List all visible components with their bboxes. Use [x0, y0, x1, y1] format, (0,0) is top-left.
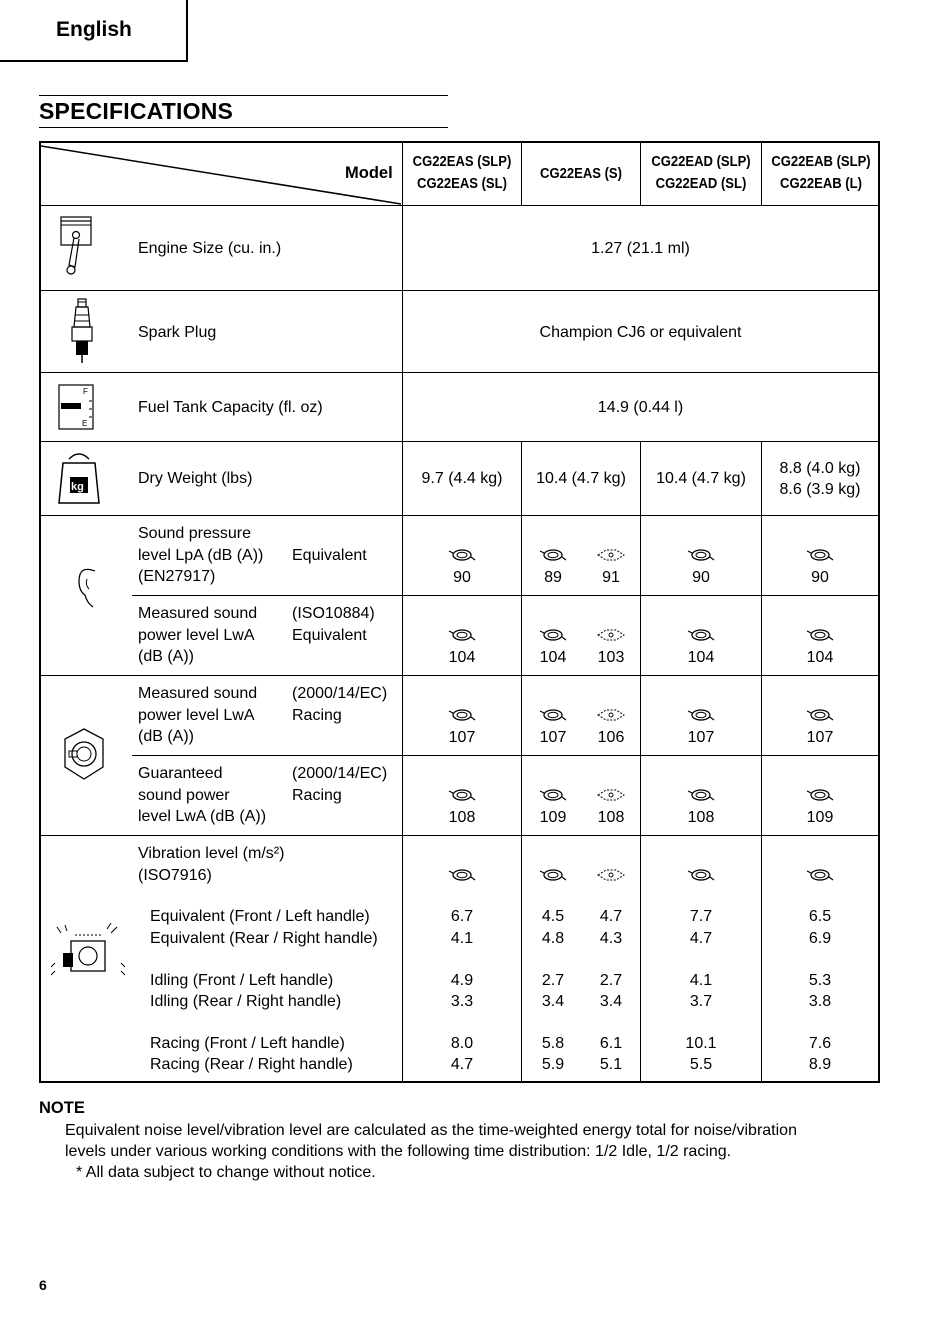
table-value: 3.3	[450, 993, 474, 1010]
fuel-tank-value: 14.9 (0.44 l)	[597, 399, 684, 416]
table-value: 104	[687, 649, 715, 666]
blade-outline-icon	[594, 628, 624, 642]
table-value: 104	[448, 649, 476, 666]
title-rule-bottom	[39, 127, 448, 128]
table-value: 2.7	[599, 972, 623, 989]
sound-pressure-qualifier: Equivalent	[292, 547, 367, 564]
table-value: 90	[811, 569, 829, 586]
title-rule-top	[39, 95, 448, 96]
table-value: 7.7	[689, 908, 713, 925]
dry-weight-col-4: 8.8 (4.0 kg)	[779, 460, 861, 477]
measured-ec-label-2: power level LwA	[138, 707, 255, 724]
table-value: 5.1	[599, 1056, 623, 1073]
cutting-head-icon	[447, 548, 477, 562]
dry-weight-col-3: 10.4 (4.7 kg)	[656, 470, 746, 487]
note-heading: NOTE	[39, 1099, 85, 1117]
vibration-row-label: Equivalent (Rear / Right handle)	[150, 930, 378, 947]
measured-ec-qualifier: Racing	[292, 707, 342, 724]
table-value: 7.6	[808, 1035, 832, 1052]
table-value: 3.8	[808, 993, 832, 1010]
engine-size-label: Engine Size (cu. in.)	[138, 240, 282, 257]
cutting-head-icon	[447, 628, 477, 642]
language-label: English	[56, 18, 132, 41]
table-value: 4.3	[599, 930, 623, 947]
row-divider	[41, 290, 878, 291]
table-value: 91	[602, 569, 620, 586]
vibration-row-label: Equivalent (Front / Left handle)	[150, 908, 370, 925]
model-col-4-line2: CG22EAB (L)	[780, 176, 862, 192]
dry-weight-label: Dry Weight (lbs)	[138, 470, 253, 487]
measured-iso-label-3: (dB (A))	[138, 648, 194, 665]
cutting-head-icon	[805, 628, 835, 642]
guaranteed-label-3: level LwA (dB (A))	[138, 808, 267, 825]
table-value: 109	[806, 809, 834, 826]
table-value: 4.7	[450, 1056, 474, 1073]
vibration-label-1: Vibration level (m/s²)	[138, 845, 285, 862]
blade-outline-icon	[594, 788, 624, 802]
dry-weight-col-2: 10.4 (4.7 kg)	[536, 470, 626, 487]
measured-iso-qualifier: Equivalent	[292, 627, 367, 644]
measured-iso-standard: (ISO10884)	[292, 605, 375, 622]
measured-iso-label-2: power level LwA	[138, 627, 255, 644]
table-value: 107	[539, 729, 567, 746]
table-value: 108	[597, 809, 625, 826]
guaranteed-standard: (2000/14/EC)	[292, 765, 388, 782]
vibration-row-label: Racing (Front / Left handle)	[150, 1035, 345, 1052]
table-value: 90	[453, 569, 471, 586]
row-divider	[41, 675, 878, 676]
vibration-label-2: (ISO7916)	[138, 867, 212, 884]
guaranteed-qualifier: Racing	[292, 787, 342, 804]
table-value: 89	[544, 569, 562, 586]
model-col-1-line2: CG22EAS (SL)	[417, 176, 507, 192]
table-value: 8.9	[808, 1056, 832, 1073]
cutting-head-icon	[686, 868, 716, 882]
table-value: 106	[597, 729, 625, 746]
table-value: 108	[687, 809, 715, 826]
ear-icon	[73, 563, 103, 613]
cutting-head-icon	[447, 788, 477, 802]
blade-outline-icon	[594, 548, 624, 562]
table-value: 8.0	[450, 1035, 474, 1052]
blade-outline-icon	[594, 868, 624, 882]
measured-ec-label-1: Measured sound	[138, 685, 258, 702]
weight-kg-icon	[55, 449, 103, 509]
table-value: 4.7	[599, 908, 623, 925]
row-divider	[132, 755, 878, 756]
table-value: 3.7	[689, 993, 713, 1010]
cutting-head-icon	[686, 788, 716, 802]
svg-text:E: E	[82, 419, 88, 428]
engine-size-value: 1.27 (21.1 ml)	[591, 240, 690, 257]
cutting-head-icon	[447, 868, 477, 882]
cutting-head-icon	[805, 788, 835, 802]
vibration-icon	[51, 923, 127, 987]
row-divider	[41, 372, 878, 373]
note-line-2: levels under various working conditions with the following time distribution: 1/2 Idle, 1/2 racing.	[65, 1143, 732, 1160]
row-divider	[132, 595, 878, 596]
cutting-head-icon	[686, 628, 716, 642]
table-value: 4.5	[541, 908, 565, 925]
dry-weight-col-1: 9.7 (4.4 kg)	[421, 470, 503, 487]
cutting-head-icon	[805, 708, 835, 722]
row-divider	[41, 441, 878, 442]
table-value: 109	[539, 809, 567, 826]
col-divider	[402, 143, 403, 1081]
cutting-head-icon	[686, 708, 716, 722]
table-value: 4.1	[689, 972, 713, 989]
spark-plug-label: Spark Plug	[138, 324, 217, 341]
table-value: 4.9	[450, 972, 474, 989]
svg-text:F: F	[83, 387, 88, 396]
table-value: 10.1	[685, 1035, 717, 1052]
table-value: 2.7	[541, 972, 565, 989]
col-divider	[761, 441, 762, 1081]
table-value: 4.7	[689, 930, 713, 947]
spark-plug-value: Champion CJ6 or equivalent	[539, 324, 742, 341]
model-label: Model	[345, 164, 393, 182]
sound-pressure-label-3: (EN27917)	[138, 568, 216, 585]
model-col-3-line1: CG22EAD (SLP)	[651, 154, 751, 170]
cutting-head-icon	[447, 708, 477, 722]
blade-outline-icon	[594, 708, 624, 722]
guaranteed-label-2: sound power	[138, 787, 230, 804]
table-value: 3.4	[599, 993, 623, 1010]
table-value: 5.9	[541, 1056, 565, 1073]
page-title: SPECIFICATIONS	[39, 98, 234, 124]
cutting-head-icon	[805, 548, 835, 562]
cutting-head-icon	[538, 868, 568, 882]
col-divider	[521, 143, 522, 205]
measured-ec-label-3: (dB (A))	[138, 728, 194, 745]
guaranteed-label-1: Guaranteed	[138, 765, 223, 782]
measured-ec-standard: (2000/14/EC)	[292, 685, 388, 702]
table-value: 107	[448, 729, 476, 746]
col-divider	[761, 143, 762, 205]
cutting-head-icon	[538, 788, 568, 802]
fuel-gauge-icon	[57, 383, 97, 433]
model-col-1-line1: CG22EAS (SLP)	[412, 154, 512, 170]
specifications-table	[39, 141, 880, 1083]
row-divider	[41, 835, 878, 836]
model-col-2: CG22EAS (S)	[540, 166, 622, 182]
table-value: 104	[806, 649, 834, 666]
noise-source-icon	[59, 725, 109, 787]
vibration-row-label: Idling (Front / Left handle)	[150, 972, 334, 989]
table-value: 5.3	[808, 972, 832, 989]
piston-icon	[55, 215, 107, 285]
table-value: 107	[806, 729, 834, 746]
model-col-4-line1: CG22EAB (SLP)	[771, 154, 871, 170]
table-value: 3.4	[541, 993, 565, 1010]
cutting-head-icon	[538, 628, 568, 642]
table-value: 108	[448, 809, 476, 826]
table-value: 6.7	[450, 908, 474, 925]
cutting-head-icon	[538, 708, 568, 722]
sound-pressure-label-2: level LpA (dB (A))	[138, 547, 264, 564]
table-value: 6.9	[808, 930, 832, 947]
table-value: 107	[687, 729, 715, 746]
table-value: 6.5	[808, 908, 832, 925]
table-value: 104	[539, 649, 567, 666]
dry-weight-col-4-alt: 8.6 (3.9 kg)	[779, 481, 861, 498]
cutting-head-icon	[686, 548, 716, 562]
fuel-tank-label: Fuel Tank Capacity (fl. oz)	[138, 399, 323, 416]
spark-plug-icon	[68, 297, 98, 369]
measured-iso-label-1: Measured sound	[138, 605, 258, 622]
note-line-3: * All data subject to change without notice.	[76, 1164, 376, 1181]
cutting-head-icon	[805, 868, 835, 882]
row-divider	[41, 205, 878, 206]
col-divider	[521, 441, 522, 1081]
vibration-row-label: Idling (Rear / Right handle)	[150, 993, 342, 1010]
table-value: 90	[692, 569, 710, 586]
row-divider	[41, 515, 878, 516]
table-value: 6.1	[599, 1035, 623, 1052]
page-number: 6	[39, 1277, 47, 1293]
sound-pressure-label-1: Sound pressure	[138, 525, 251, 542]
vibration-row-label: Racing (Rear / Right handle)	[150, 1056, 353, 1073]
table-value: 5.8	[541, 1035, 565, 1052]
table-value: 4.8	[541, 930, 565, 947]
model-col-3-line2: CG22EAD (SL)	[655, 176, 747, 192]
cutting-head-icon	[538, 548, 568, 562]
svg-text:kg: kg	[71, 481, 84, 493]
table-value: 4.1	[450, 930, 474, 947]
table-value: 5.5	[689, 1056, 713, 1073]
col-divider	[640, 143, 641, 205]
note-line-1: Equivalent noise level/vibration level are calculated as the time-weighted energy total for noise/vibration	[65, 1122, 797, 1139]
table-value: 103	[597, 649, 625, 666]
